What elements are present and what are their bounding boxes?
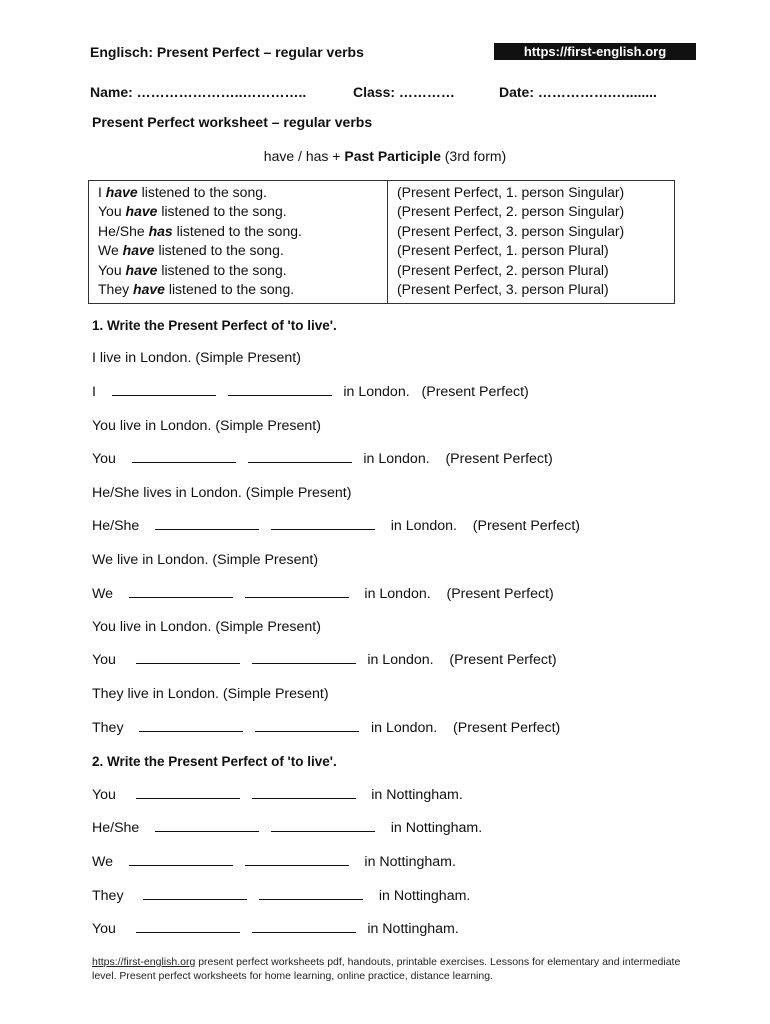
footer-note bbox=[92, 955, 702, 983]
class-field: Class: ………… bbox=[353, 84, 455, 100]
answer-blank-aux[interactable] bbox=[112, 385, 216, 396]
conjugation-row: We have listened to the song. bbox=[98, 242, 284, 259]
answer-blank-aux[interactable] bbox=[155, 821, 259, 832]
answer-blank-participle[interactable] bbox=[228, 385, 332, 396]
conjugation-label: (Present Perfect, 3. person Plural) bbox=[397, 281, 609, 298]
exercise-1-prompt: I live in London. (Simple Present) bbox=[92, 350, 301, 366]
exercise-2-answer-row: You in Nottingham. bbox=[92, 787, 463, 803]
answer-blank-aux[interactable] bbox=[136, 653, 240, 664]
footer-text: present perfect worksheets pdf, handouts, printable exercises. Lessons for elementary and intermediate level. Present perfect worksheets for home learning, online practice, distance learning. bbox=[92, 956, 681, 982]
conjugation-table bbox=[88, 180, 675, 304]
answer-blank-participle[interactable] bbox=[252, 922, 356, 933]
answer-blank-aux[interactable] bbox=[155, 519, 259, 530]
conjugation-label: (Present Perfect, 1. person Plural) bbox=[397, 242, 609, 259]
answer-blank-participle[interactable] bbox=[248, 452, 352, 463]
conjugation-labels bbox=[388, 181, 675, 304]
conjugation-sentences bbox=[89, 181, 388, 304]
worksheet-title: Present Perfect worksheet – regular verbs bbox=[92, 114, 373, 130]
footer-link[interactable]: https://first-english.org bbox=[92, 956, 196, 968]
conjugation-label: (Present Perfect, 2. person Plural) bbox=[397, 261, 609, 278]
answer-blank-aux[interactable] bbox=[139, 721, 243, 732]
formula-bold: Past Participle bbox=[344, 148, 441, 164]
answer-blank-participle[interactable] bbox=[252, 788, 356, 799]
conjugation-row: They have listened to the song. bbox=[98, 281, 295, 298]
formula-pre: have / has + bbox=[263, 148, 345, 164]
exercise-1-answer-row: You in London. (Present Perfect) bbox=[92, 451, 553, 467]
exercise-2-heading: 2. Write the Present Perfect of 'to live'. bbox=[92, 754, 337, 769]
answer-blank-aux[interactable] bbox=[129, 587, 233, 598]
conjugation-label: (Present Perfect, 2. person Singular) bbox=[397, 203, 625, 220]
exercise-1-heading: 1. Write the Present Perfect of 'to live'. bbox=[92, 318, 337, 333]
document-title: Englisch: Present Perfect – regular verbs bbox=[90, 44, 364, 60]
exercise-1-answer-row: You in London. (Present Perfect) bbox=[92, 652, 557, 668]
site-url-badge[interactable]: https://first-english.org bbox=[494, 43, 696, 60]
exercise-1-prompt: You live in London. (Simple Present) bbox=[92, 418, 321, 434]
exercise-1-answer-row: We in London. (Present Perfect) bbox=[92, 586, 554, 602]
answer-blank-participle[interactable] bbox=[271, 519, 375, 530]
answer-blank-aux[interactable] bbox=[143, 889, 247, 900]
conjugation-row: I have listened to the song. bbox=[98, 184, 267, 200]
conjugation-label: (Present Perfect, 3. person Singular) bbox=[397, 222, 625, 239]
answer-blank-participle[interactable] bbox=[271, 821, 375, 832]
answer-blank-aux[interactable] bbox=[132, 452, 236, 463]
answer-blank-participle[interactable] bbox=[252, 653, 356, 664]
exercise-1-answer-row: I in London. (Present Perfect) bbox=[92, 384, 529, 400]
answer-blank-aux[interactable] bbox=[136, 788, 240, 799]
conjugation-row: You have listened to the song. bbox=[98, 261, 287, 278]
conjugation-row: You have listened to the song. bbox=[98, 203, 287, 220]
conjugation-row: He/She has listened to the song. bbox=[98, 222, 302, 239]
formula-line bbox=[0, 148, 770, 164]
answer-blank-aux[interactable] bbox=[129, 855, 233, 866]
exercise-2-answer-row: He/She in Nottingham. bbox=[92, 820, 483, 836]
answer-blank-aux[interactable] bbox=[136, 922, 240, 933]
answer-blank-participle[interactable] bbox=[255, 721, 359, 732]
conjugation-label: (Present Perfect, 1. person Singular) bbox=[397, 184, 625, 200]
answer-blank-participle[interactable] bbox=[245, 587, 349, 598]
exercise-2-answer-row: You in Nottingham. bbox=[92, 921, 459, 937]
exercise-1-prompt: They live in London. (Simple Present) bbox=[92, 686, 329, 702]
exercise-1-prompt: You live in London. (Simple Present) bbox=[92, 619, 321, 635]
exercise-1-prompt: He/She lives in London. (Simple Present) bbox=[92, 485, 352, 501]
exercise-2-answer-row: They in Nottingham. bbox=[92, 888, 471, 904]
answer-blank-participle[interactable] bbox=[245, 855, 349, 866]
date-field: Date: …………….…........ bbox=[499, 84, 657, 100]
formula-post: (3rd form) bbox=[440, 148, 507, 164]
answer-blank-participle[interactable] bbox=[259, 889, 363, 900]
exercise-1-answer-row: He/She in London. (Present Perfect) bbox=[92, 518, 581, 534]
name-field: Name: …………………..………….. bbox=[90, 84, 307, 100]
exercise-2-answer-row: We in Nottingham. bbox=[92, 854, 456, 870]
exercise-1-prompt: We live in London. (Simple Present) bbox=[92, 552, 319, 568]
exercise-1-answer-row: They in London. (Present Perfect) bbox=[92, 720, 561, 736]
